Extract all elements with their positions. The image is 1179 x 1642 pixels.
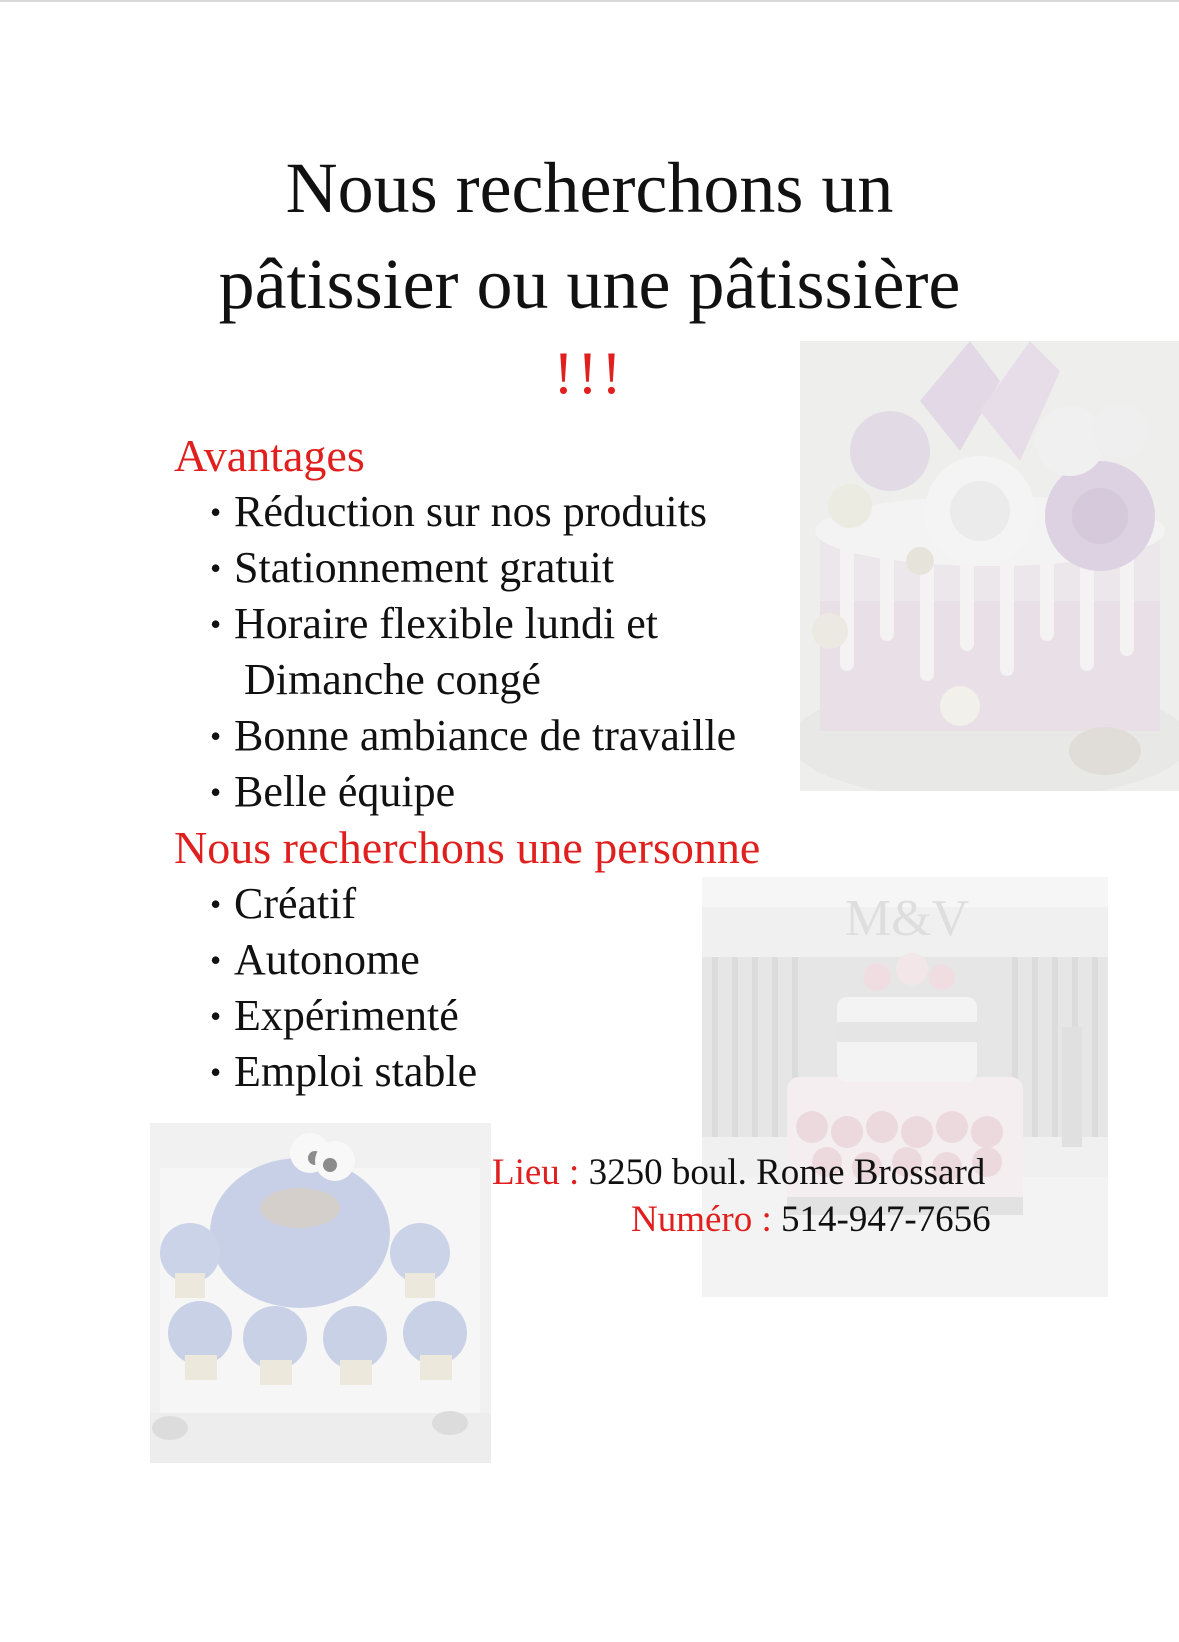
- numero-value: 514-947-7656: [781, 1199, 991, 1240]
- list-item: [208, 764, 736, 820]
- contact-lieu: [492, 1150, 985, 1196]
- list-item: [208, 988, 477, 1044]
- list-item-text: Expérimenté: [234, 991, 459, 1040]
- avantages-heading: Avantages: [174, 430, 365, 481]
- list-item: [208, 540, 736, 596]
- wedding-topper: M&V: [844, 890, 970, 947]
- avantages-list: [208, 484, 736, 820]
- bullet-icon: •: [210, 494, 222, 530]
- list-item-continuation: Dimanche congé: [244, 655, 541, 704]
- bullet-icon: •: [210, 718, 222, 754]
- list-item: [208, 596, 736, 708]
- list-item: [208, 484, 736, 540]
- numero-label: Numéro :: [631, 1199, 772, 1240]
- list-item-text: Autonome: [234, 935, 420, 984]
- list-item: [208, 708, 736, 764]
- list-item-text: Belle équipe: [234, 767, 456, 816]
- list-item: [208, 876, 477, 932]
- list-item: [208, 1044, 477, 1100]
- bullet-icon: •: [210, 998, 222, 1034]
- title-line-1: Nous recherchons un: [285, 148, 894, 228]
- list-item-text: Créatif: [234, 879, 357, 928]
- page-title: [0, 140, 1179, 332]
- bullet-icon: •: [210, 550, 222, 586]
- bullet-icon: •: [210, 774, 222, 810]
- bullet-icon: •: [210, 942, 222, 978]
- profil-heading: Nous recherchons une personne: [174, 822, 761, 873]
- bullet-icon: •: [210, 886, 222, 922]
- lieu-value: 3250 boul. Rome Brossard: [588, 1152, 986, 1193]
- roses-cake-photo: [800, 341, 1179, 791]
- profil-list: [208, 876, 477, 1100]
- list-item-text: Bonne ambiance de travaille: [234, 711, 737, 760]
- title-line-2: pâtissier ou une pâtissière: [218, 244, 961, 324]
- exclamation-marks: !!!: [553, 340, 626, 406]
- bullet-icon: •: [210, 1054, 222, 1090]
- cookie-cake-photo: [150, 1123, 491, 1463]
- list-item-text: Stationnement gratuit: [234, 543, 615, 592]
- list-item-text: Horaire flexible lundi et: [234, 599, 658, 648]
- top-border: [0, 0, 1179, 2]
- list-item: [208, 932, 477, 988]
- lieu-label: Lieu :: [492, 1152, 580, 1193]
- list-item-text: Emploi stable: [234, 1047, 478, 1096]
- list-item-text: Réduction sur nos produits: [234, 487, 707, 536]
- bullet-icon: •: [210, 606, 222, 642]
- contact-numero: [631, 1197, 991, 1243]
